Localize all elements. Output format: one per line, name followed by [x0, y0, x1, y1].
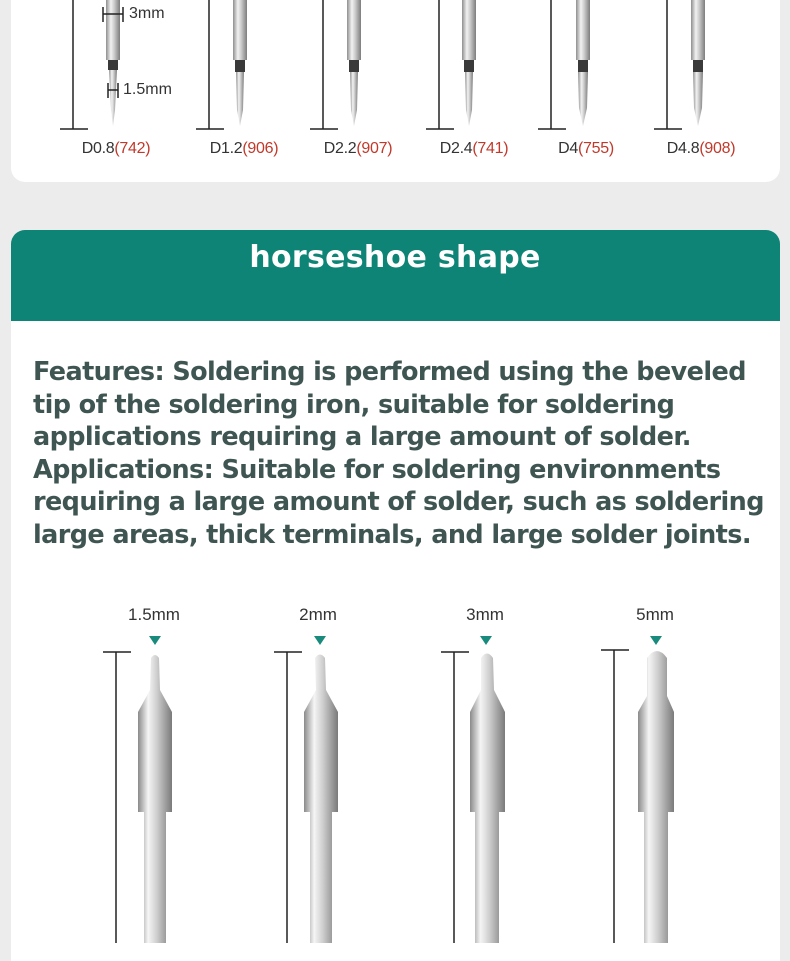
marker-triangle-icon: [149, 636, 161, 645]
tip-code: (755): [578, 140, 614, 157]
tip-code: (742): [114, 140, 151, 157]
tip-size: D0.8: [81, 140, 115, 157]
tip-size: D4.8: [666, 140, 700, 157]
horseshoe-tip-4-figure: [601, 636, 674, 943]
section-title: horseshoe shape: [249, 240, 541, 275]
horseshoe-size-label-4: 5mm: [636, 605, 674, 624]
tip-code: (907): [356, 140, 393, 157]
dimension-label-upper: 3mm: [129, 5, 165, 22]
tip-size: D4: [558, 140, 578, 157]
applications-paragraph: Applications: Suitable for soldering environments requiring a large amount of solder, such as soldering large areas, thick terminals, and large solder joints.: [33, 454, 764, 550]
horseshoe-size-label-3: 3mm: [466, 605, 504, 624]
tip-size: D2.4: [439, 140, 473, 157]
horseshoe-size-label-2: 2mm: [299, 605, 337, 624]
marker-triangle-icon: [650, 636, 662, 645]
horseshoe-tip-2-figure: [274, 636, 338, 943]
features-paragraph: Features: Soldering is performed using the beveled tip of the soldering iron, suitable for soldering applications requiring a large amount of solder.: [33, 357, 746, 452]
tip-size: D2.2: [323, 140, 357, 157]
tip-code: (906): [242, 140, 279, 157]
horseshoe-tip-1-figure: [103, 636, 172, 943]
marker-triangle-icon: [480, 636, 492, 645]
tip-code: (908): [699, 140, 736, 157]
marker-triangle-icon: [314, 636, 326, 645]
dimension-label-lower: 1.5mm: [123, 81, 172, 98]
horseshoe-size-label-1: 1.5mm: [128, 605, 180, 624]
horseshoe-tip-3-figure: [441, 636, 505, 943]
tip-code: (741): [472, 140, 509, 157]
tip-size: D1.2: [209, 140, 243, 157]
